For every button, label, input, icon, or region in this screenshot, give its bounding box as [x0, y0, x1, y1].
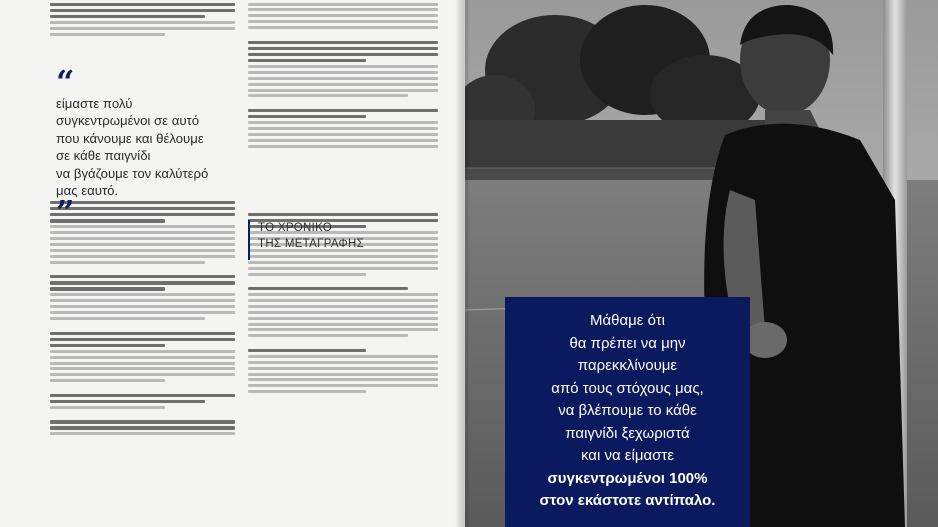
article-column-left: [50, 0, 235, 438]
pull-quote-line: που κάνουμε και θέλουμε: [56, 130, 204, 146]
highlight-quote-line: από τους στόχους μας,: [551, 379, 704, 397]
highlight-quote-line: παιγνίδι ξεχωριστά: [565, 424, 690, 442]
highlight-quote-line: θα πρέπει να μην: [569, 334, 686, 352]
pull-quote: [56, 95, 241, 199]
highlight-quote-line: να βλέπουμε το κάθε: [558, 402, 697, 419]
section-heading: [248, 220, 438, 260]
pull-quote-line: να βγάζουμε τον καλύτερό: [56, 165, 209, 181]
pull-quote-line: συγκεντρωμένοι σε αυτό: [56, 113, 200, 129]
highlight-quote-line-bold: συγκεντρωμένοι 100%: [547, 469, 708, 487]
section-heading-line: ΤΟ ΧΡΟΝΙΚΟ: [258, 222, 333, 234]
body-text-col2-top: [248, 3, 438, 148]
body-text-top: [50, 3, 235, 36]
highlight-quote-line: Μάθαμε ότι: [589, 312, 666, 329]
highlight-quote-line: παρεκκλίνουμε: [577, 357, 678, 374]
pull-quote-line: είμαστε πολύ: [56, 96, 133, 111]
left-page: [0, 0, 465, 527]
highlight-quote-line-bold: στον εκάστοτε αντίπαλο.: [539, 492, 716, 509]
highlight-quote-line: και να είμαστε: [580, 447, 675, 464]
article-column-right: [248, 0, 438, 396]
body-text-lower: [50, 201, 235, 435]
quote-open-mark: “: [56, 63, 75, 101]
quote-close-mark: ”: [56, 193, 75, 231]
pull-quote-line: μας εαυτό.: [56, 183, 119, 199]
page-gutter-shadow: [455, 0, 469, 527]
pull-quote-line: σε κάθε παιγνίδι: [56, 148, 151, 164]
highlight-quote-text: [505, 310, 750, 513]
section-heading-line: ΤΗΣ ΜΕΤΑΓΡΑΦΗΣ: [258, 238, 365, 250]
